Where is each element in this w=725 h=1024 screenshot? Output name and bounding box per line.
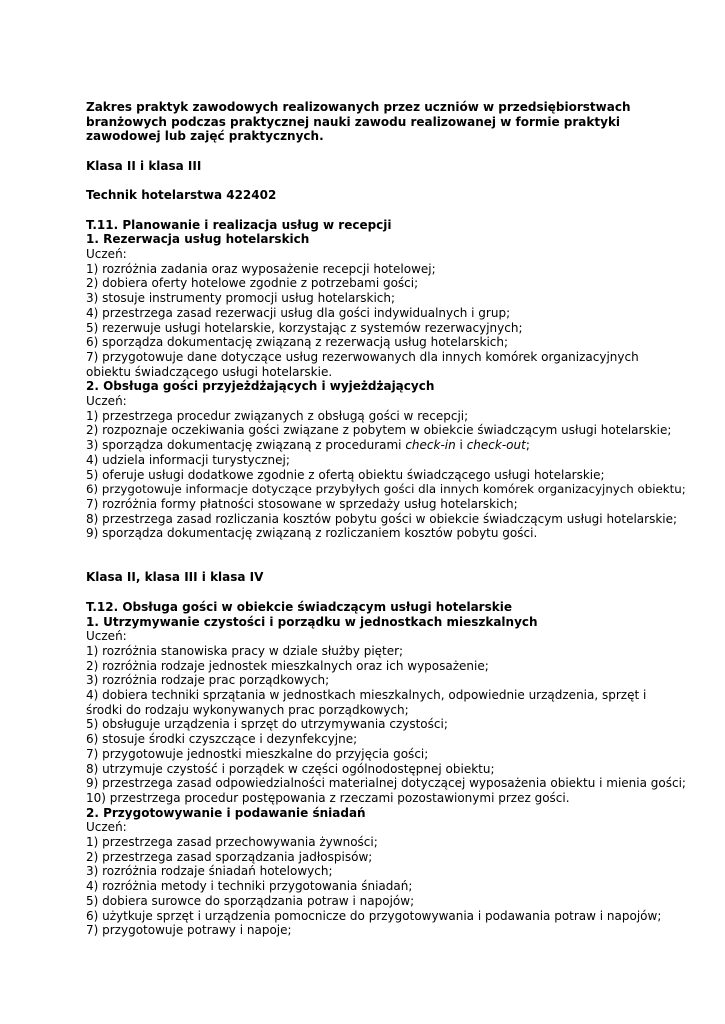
list-item: 8) utrzymuje czystość i porządek w części ogólnodostępnej obiektu; [86,761,495,776]
profession-heading: Technik hotelarstwa 422402 [86,188,277,203]
list-item: 4) przestrzega zasad rezerwacji usług dla gości indywidualnych i grup; [86,305,511,320]
classes-heading-2: Klasa II, klasa III i klasa IV [86,570,264,585]
t12-s2-title: 2. Przygotowywanie i podawanie śniadań [86,805,366,820]
list-item: 1) rozróżnia stanowiska pracy w dziale służby pięter; [86,643,404,658]
document-title-line-1: Zakres praktyk zawodowych realizowanych przez uczniów w przedsiębiorstwach [86,100,631,114]
list-item: 4) udziela informacji turystycznej; [86,452,290,467]
document-title-line-3: zawodowej lub zajęć praktycznych. [86,129,324,144]
list-item: 1) rozróżnia zadania oraz wyposażenie recepcji hotelowej; [86,261,436,276]
list-item: 3) rozróżnia rodzaje śniadań hotelowych; [86,864,333,879]
item-prefix: 3) sporządza dokumentację związaną z procedurami [86,438,406,453]
list-item: 7) przygotowuje potrawy i napoje; [86,923,292,938]
list-item: 5) obsługuje urządzenia i sprzęt do utrzymywania czystości; [86,717,448,732]
list-item: 4) rozróżnia metody i techniki przygotowania śniadań; [86,879,413,894]
t12-heading: T.12. Obsługa gości w obiekcie świadczącym usługi hotelarskie [86,599,512,614]
list-item-check-in-out [86,438,686,453]
t12-s2-pupil: Uczeń: [86,820,127,835]
list-item: 7) rozróżnia formy płatności stosowane w sprzedaży usług hotelarskich; [86,496,518,511]
list-item: 10) przestrzega procedur postępowania z rzeczami pozostawionymi przez gości. [86,790,570,805]
list-item: 2) rozpoznaje oczekiwania gości związane z pobytem w obiekcie świadczącym usługi hotelarskie; [86,423,672,438]
list-item: 6) sporządza dokumentację związaną z rezerwacją usług hotelarskich; [86,335,509,350]
list-item: 9) przestrzega zasad odpowiedzialności materialnej dotyczącej wyposażenia obiektu i mienia gości; [86,776,686,791]
list-item: 6) stosuje środki czyszczące i dezynfekcyjne; [86,732,358,747]
list-item: 2) przestrzega zasad sporządzania jadłospisów; [86,849,373,864]
list-item: 7) przygotowuje jednostki mieszkalne do przyjęcia gości; [86,746,429,761]
item-mid: i [455,438,467,453]
list-item: 4) dobiera techniki sprzątania w jednostkach mieszkalnych, odpowiednie urządzenia, sprzęt i środki do rodzaju wykonywanych prac porządkowych; [86,688,647,717]
term-check-in: check-in [405,438,456,453]
t12-s1-pupil: Uczeń: [86,629,127,644]
list-item: 6) użytkuje sprzęt i urządzenia pomocnicze do przygotowywania i podawania potraw i napojów; [86,908,662,923]
term-check-out: check-out [466,438,526,453]
list-item: 1) przestrzega procedur związanych z obsługą gości w recepcji; [86,408,469,423]
t12-s1-title: 1. Utrzymywanie czystości i porządku w jednostkach mieszkalnych [86,614,538,629]
list-item: 1) przestrzega zasad przechowywania żywności; [86,835,378,850]
classes-heading-1: Klasa II i klasa III [86,158,202,173]
t11-s1-title: 1. Rezerwacja usług hotelarskich [86,232,310,247]
document-title-line-2: branżowych podczas praktycznej nauki zawodu realizowanej w formie praktyki [86,114,621,129]
list-item: 7) przygotowuje dane dotyczące usług rezerwowanych dla innych komórek organizacyjnych obiektu świadczącego usługi hotelarskie. [86,349,639,379]
list-item: 5) oferuje usługi dodatkowe zgodnie z ofertą obiektu świadczącego usługi hotelarskie; [86,467,605,482]
list-item: 3) rozróżnia rodzaje prac porządkowych; [86,673,330,688]
list-item: 5) rezerwuje usługi hotelarskie, korzystając z systemów rezerwacyjnych; [86,320,523,335]
list-item: 6) przygotowuje informacje dotyczące przybyłych gości dla innych komórek organizacyjnych obiektu; [86,482,686,497]
document-page [86,100,686,938]
list-item: 5) dobiera surowce do sporządzania potraw i napojów; [86,893,415,908]
t11-s2-title: 2. Obsługa gości przyjeżdżających i wyjeżdżających [86,379,435,394]
list-item: 2) rozróżnia rodzaje jednostek mieszkalnych oraz ich wyposażenie; [86,658,489,673]
item-suffix: ; [525,438,530,453]
t11-heading: T.11. Planowanie i realizacja usług w recepcji [86,217,392,232]
list-item: 3) stosuje instrumenty promocji usług hotelarskich; [86,291,396,306]
list-item: 9) sporządza dokumentację związaną z rozliczaniem kosztów pobytu gości. [86,526,538,541]
list-item: 2) dobiera oferty hotelowe zgodnie z potrzebami gości; [86,276,419,291]
list-item: 8) przestrzega zasad rozliczania kosztów pobytu gości w obiekcie świadczącym usługi hotelarskie; [86,511,678,526]
t11-s2-pupil: Uczeń: [86,394,127,409]
t11-s1-pupil: Uczeń: [86,246,127,261]
